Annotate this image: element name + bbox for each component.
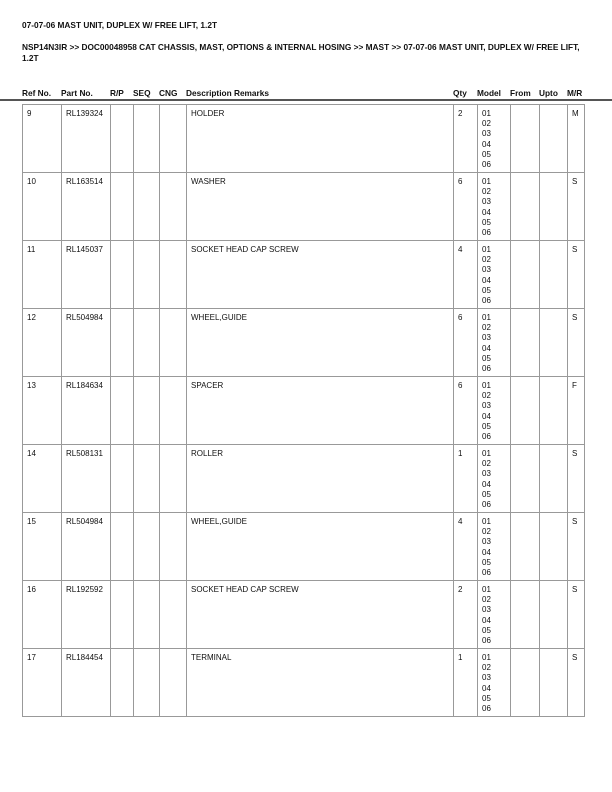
cell-qty: 2 [454, 581, 478, 649]
cell-description: TERMINAL [187, 649, 454, 717]
cell-qty: 6 [454, 377, 478, 445]
parts-table [22, 104, 585, 717]
cell-part-no: RL184634 [62, 377, 111, 445]
model-code: 06 [482, 296, 491, 306]
cell-description: ROLLER [187, 445, 454, 513]
cell-part-no: RL139324 [62, 105, 111, 173]
model-code: 01 [482, 653, 491, 662]
cell-ref-no: 9 [23, 105, 62, 173]
model-code: 02 [482, 119, 491, 129]
cell-seq [134, 241, 160, 309]
cell-part-no: RL184454 [62, 649, 111, 717]
cell-cng [160, 445, 187, 513]
cell-part-no: RL192592 [62, 581, 111, 649]
model-code: 01 [482, 313, 491, 322]
model-code: 03 [482, 605, 491, 615]
col-cng: CNG [159, 88, 178, 98]
col-mr: M/R [567, 88, 583, 98]
model-code: 02 [482, 459, 491, 469]
model-code: 02 [482, 187, 491, 197]
model-code: 04 [482, 479, 491, 489]
cell-rp [111, 445, 134, 513]
table-row [23, 105, 585, 173]
cell-description: SOCKET HEAD CAP SCREW [187, 581, 454, 649]
cell-from [511, 581, 540, 649]
model-code: 03 [482, 129, 491, 139]
cell-ref-no: 15 [23, 513, 62, 581]
cell-rp [111, 377, 134, 445]
model-code: 02 [482, 595, 491, 605]
cell-seq [134, 309, 160, 377]
cell-ref-no: 13 [23, 377, 62, 445]
col-qty: Qty [453, 88, 467, 98]
cell-model [478, 649, 511, 717]
cell-ref-no: 17 [23, 649, 62, 717]
cell-mr: M [568, 105, 585, 173]
cell-model [478, 581, 511, 649]
cell-cng [160, 173, 187, 241]
breadcrumb: NSP14N3IR >> DOC00048958 CAT CHASSIS, MAST, OPTIONS & INTERNAL HOSING >> MAST >> 07-07-06 MAST UNIT, DUPLEX W/ FREE LIFT, 1.2T [22, 42, 580, 63]
model-code: 06 [482, 568, 491, 578]
cell-rp [111, 309, 134, 377]
model-code: 03 [482, 537, 491, 547]
cell-rp [111, 513, 134, 581]
cell-model [478, 377, 511, 445]
cell-description: WASHER [187, 173, 454, 241]
cell-ref-no: 10 [23, 173, 62, 241]
cell-mr: S [568, 649, 585, 717]
model-code: 04 [482, 139, 491, 149]
cell-cng [160, 105, 187, 173]
cell-rp [111, 649, 134, 717]
cell-mr: F [568, 377, 585, 445]
cell-upto [540, 105, 568, 173]
col-from: From [510, 88, 531, 98]
model-code: 05 [482, 285, 491, 295]
cell-seq [134, 581, 160, 649]
cell-model [478, 309, 511, 377]
cell-cng [160, 649, 187, 717]
model-code: 03 [482, 401, 491, 411]
cell-from [511, 377, 540, 445]
table-row [23, 513, 585, 581]
model-code: 06 [482, 500, 491, 510]
cell-description: WHEEL,GUIDE [187, 513, 454, 581]
cell-from [511, 241, 540, 309]
cell-rp [111, 241, 134, 309]
cell-seq [134, 173, 160, 241]
model-code: 01 [482, 109, 491, 118]
cell-from [511, 309, 540, 377]
cell-upto [540, 309, 568, 377]
cell-part-no: RL508131 [62, 445, 111, 513]
model-code: 04 [482, 683, 491, 693]
model-code: 02 [482, 323, 491, 333]
cell-mr: S [568, 445, 585, 513]
model-code: 01 [482, 245, 491, 254]
model-code: 06 [482, 636, 491, 646]
cell-upto [540, 513, 568, 581]
cell-description: SOCKET HEAD CAP SCREW [187, 241, 454, 309]
table-row [23, 445, 585, 513]
model-code: 06 [482, 432, 491, 442]
model-code: 01 [482, 585, 491, 594]
model-code: 06 [482, 228, 491, 238]
model-code: 04 [482, 275, 491, 285]
cell-seq [134, 649, 160, 717]
cell-qty: 4 [454, 241, 478, 309]
table-row [23, 241, 585, 309]
cell-description: SPACER [187, 377, 454, 445]
cell-qty: 1 [454, 649, 478, 717]
model-code: 06 [482, 364, 491, 374]
cell-model [478, 241, 511, 309]
cell-upto [540, 173, 568, 241]
model-code: 05 [482, 421, 491, 431]
cell-cng [160, 581, 187, 649]
cell-upto [540, 581, 568, 649]
table-row [23, 649, 585, 717]
col-rp: R/P [110, 88, 124, 98]
model-code: 06 [482, 704, 491, 714]
cell-upto [540, 377, 568, 445]
model-code: 01 [482, 449, 491, 458]
model-code: 03 [482, 197, 491, 207]
cell-mr: S [568, 241, 585, 309]
model-code: 05 [482, 353, 491, 363]
col-description: Description Remarks [186, 88, 270, 98]
cell-part-no: RL145037 [62, 241, 111, 309]
model-code: 05 [482, 693, 491, 703]
cell-model [478, 173, 511, 241]
model-code: 05 [482, 217, 491, 227]
model-code: 04 [482, 343, 491, 353]
col-seq: SEQ [133, 88, 151, 98]
model-code: 04 [482, 207, 491, 217]
cell-seq [134, 377, 160, 445]
model-code: 04 [482, 615, 491, 625]
cell-part-no: RL504984 [62, 309, 111, 377]
cell-upto [540, 649, 568, 717]
cell-description: WHEEL,GUIDE [187, 309, 454, 377]
table-row [23, 377, 585, 445]
cell-seq [134, 445, 160, 513]
cell-seq [134, 105, 160, 173]
model-code: 04 [482, 411, 491, 421]
cell-from [511, 513, 540, 581]
cell-part-no: RL163514 [62, 173, 111, 241]
model-code: 02 [482, 663, 491, 673]
col-model: Model [477, 88, 501, 98]
cell-description: HOLDER [187, 105, 454, 173]
cell-from [511, 173, 540, 241]
cell-from [511, 105, 540, 173]
model-code: 04 [482, 547, 491, 557]
cell-cng [160, 241, 187, 309]
cell-model [478, 445, 511, 513]
col-part-no: Part No. [61, 88, 93, 98]
cell-part-no: RL504984 [62, 513, 111, 581]
cell-mr: S [568, 173, 585, 241]
cell-cng [160, 513, 187, 581]
cell-mr: S [568, 513, 585, 581]
cell-mr: S [568, 581, 585, 649]
col-ref-no: Ref No. [22, 88, 52, 98]
col-upto: Upto [539, 88, 558, 98]
cell-from [511, 445, 540, 513]
cell-mr: S [568, 309, 585, 377]
cell-ref-no: 16 [23, 581, 62, 649]
cell-qty: 1 [454, 445, 478, 513]
cell-from [511, 649, 540, 717]
model-code: 01 [482, 381, 491, 390]
model-code: 05 [482, 557, 491, 567]
cell-upto [540, 241, 568, 309]
model-code: 02 [482, 391, 491, 401]
cell-model [478, 105, 511, 173]
cell-qty: 4 [454, 513, 478, 581]
model-code: 01 [482, 517, 491, 526]
cell-ref-no: 12 [23, 309, 62, 377]
model-code: 05 [482, 625, 491, 635]
model-code: 03 [482, 265, 491, 275]
cell-rp [111, 581, 134, 649]
cell-qty: 6 [454, 173, 478, 241]
model-code: 03 [482, 333, 491, 343]
header-divider [0, 99, 612, 101]
model-code: 05 [482, 149, 491, 159]
model-code: 03 [482, 673, 491, 683]
table-row [23, 581, 585, 649]
model-code: 02 [482, 527, 491, 537]
cell-upto [540, 445, 568, 513]
table-row [23, 309, 585, 377]
model-code: 06 [482, 160, 491, 170]
table-row [23, 173, 585, 241]
cell-rp [111, 173, 134, 241]
cell-cng [160, 309, 187, 377]
cell-seq [134, 513, 160, 581]
model-code: 02 [482, 255, 491, 265]
cell-qty: 2 [454, 105, 478, 173]
cell-ref-no: 14 [23, 445, 62, 513]
cell-ref-no: 11 [23, 241, 62, 309]
cell-qty: 6 [454, 309, 478, 377]
cell-model [478, 513, 511, 581]
cell-cng [160, 377, 187, 445]
table-header [0, 88, 612, 99]
page-title: 07-07-06 MAST UNIT, DUPLEX W/ FREE LIFT, 1.2T [22, 20, 218, 30]
cell-rp [111, 105, 134, 173]
model-code: 03 [482, 469, 491, 479]
model-code: 01 [482, 177, 491, 186]
model-code: 05 [482, 489, 491, 499]
